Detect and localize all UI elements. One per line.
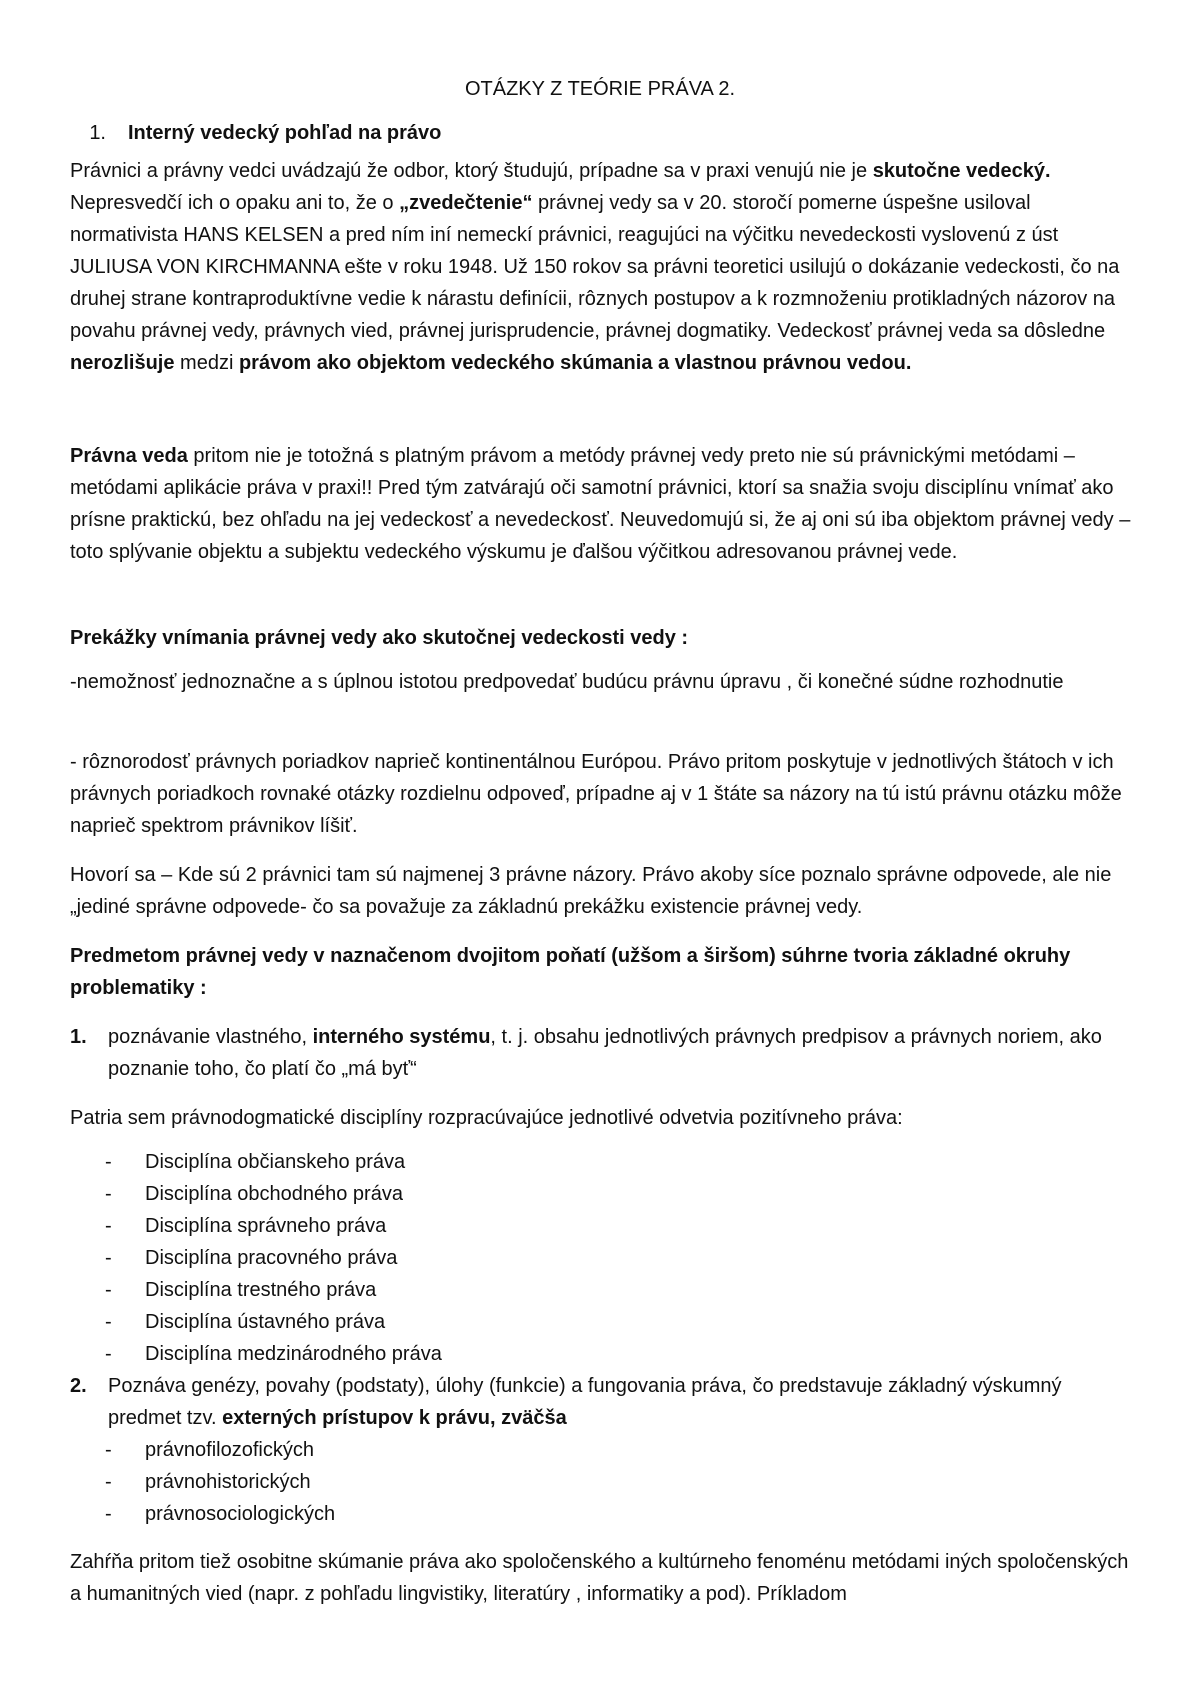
item-number: 1. [70, 1026, 87, 1048]
bold-span: nerozlišuje [70, 352, 175, 374]
dash-bullet: - [105, 1215, 112, 1237]
bold-span: externých prístupov k právu, zväčša [222, 1407, 567, 1429]
dash-bullet: - [105, 1439, 112, 1461]
section-heading-obstacles: Prekážky vnímania právnej vedy ako skutočnej vedeckosti vedy : [70, 627, 689, 649]
paragraph-4: - rôznorodosť právnych poriadkov naprieč kontinentálnou Európou. Právo pritom poskytuje v jednotlivých štátoch v ich právnych poriadkoch rovnaké otázky rozdielnu odpoveď, prípadne aj v 1 štáte sa názory na tú istú právnu otázku môže naprieč spektrom právnikov líšiť. [70, 751, 1122, 837]
question-heading: Interný vedecký pohľad na právo [128, 122, 442, 144]
bold-span: skutočne vedecký. [872, 160, 1051, 182]
text-span: , t. j. obsahu jednotlivých právnych predpisov a právnych noriem, ako poznanie toho, čo platí čo „má byť“ [108, 1026, 1102, 1080]
paragraph-7: Zahŕňa pritom tiež osobitne skúmanie práva ako spoločenského a kultúrneho fenoménu metódami iných spoločenských a humanitných vied (napr. z pohľadu lingvistiky, literatúry , informatiky a pod). Príkladom [70, 1551, 1129, 1605]
paragraph-1 [70, 155, 1140, 379]
dash-bullet: - [105, 1247, 112, 1269]
dash-bullet: - [105, 1503, 112, 1525]
section-heading-subject: Predmetom právnej vedy v naznačenom dvojitom poňatí (užšom a širšom) súhrne tvoria základné okruhy problematiky : [70, 945, 1071, 999]
dash-bullet: - [105, 1151, 112, 1173]
list-item: právnosociologických [145, 1503, 336, 1525]
list-item: Disciplína trestného práva [145, 1279, 377, 1301]
list-item: právnofilozofických [145, 1439, 314, 1461]
text-span: právnej vedy sa v 20. storočí pomerne úspešne usiloval normativista HANS KELSEN a pred ním iní nemeckí právnici, reagujúci na výčitku nevedeckosti vyslovenú z úst JULIUSA VON KIRCHMANNA ešte v roku 1948. Už 150 rokov sa právni teoretici usilujú o dokázanie vedeckosti, čo na druhej strane kontraproduktívne vedie k nárastu definícii, rôznych postupov a k rozmnoženiu protikladných názorov na povahu právnej vedy, právnych vied, právnej jurisprudencie, právnej dogmatiky. Vedeckosť právnej veda sa dôsledne [70, 192, 1120, 342]
list-item: Disciplína správneho práva [145, 1215, 387, 1237]
item-number: 2. [70, 1375, 87, 1397]
ordered-item-1 [70, 1021, 1140, 1085]
question-number: 1. [89, 122, 106, 144]
list-item: Disciplína pracovného práva [145, 1247, 398, 1269]
text-span: poznávanie vlastného, [108, 1026, 313, 1048]
paragraph-5: Hovorí sa – Kde sú 2 právnici tam sú najmenej 3 právne názory. Právo akoby síce poznalo správne odpovede, ale nie „jediné správne odpovede- čo sa považuje za základnú prekážku existencie právnej vedy. [70, 864, 1112, 918]
paragraph-2 [70, 440, 1140, 568]
bold-span: interného systému [312, 1026, 491, 1048]
paragraph-3: -nemožnosť jednoznačne a s úplnou istotou predpovedať budúcu právnu úpravu , či konečné súdne rozhodnutie [70, 671, 1064, 693]
document-title: OTÁZKY Z TEÓRIE PRÁVA 2. [464, 78, 736, 100]
text-span: pritom nie je totožná s platným právom a metódy právnej vedy preto nie sú právnickými metódami – metódami aplikácie práva v praxi!! Pred tým zatvárajú oči samotní právnici, ktorí sa snažia svoju disciplínu vnímať ako prísne praktickú, bez ohľadu na jej vedeckosť a nevedeckosť. Neuvedomujú si, že aj oni sú iba objektom právnej vedy – toto splývanie objektu a subjektu vedeckého výskumu je ďalšou výčitkou adresovanou právnej vede. [70, 445, 1131, 563]
bold-span: právom ako objektom vedeckého skúmania a vlastnou právnou vedou. [238, 352, 912, 374]
list-item: Disciplína občianskeho práva [145, 1151, 406, 1173]
bold-span: Právna veda [70, 445, 188, 467]
text-span: Právnici a právny vedci uvádzajú že odbor, ktorý študujú, prípadne sa v praxi venujú nie je [70, 160, 873, 182]
paragraph-6: Patria sem právnodogmatické disciplíny rozpracúvajúce jednotlivé odvetvia pozitívneho práva: [70, 1107, 903, 1129]
text-span: medzi [174, 352, 239, 374]
bold-span: „zvedečtenie“ [399, 192, 533, 214]
dash-bullet: - [105, 1279, 112, 1301]
text-span: Poznáva genézy, povahy (podstaty), úlohy (funkcie) a fungovania práva, čo predstavuje základný výskumný predmet tzv. [108, 1375, 1062, 1429]
dash-bullet: - [105, 1183, 112, 1205]
list-item: Disciplína ústavného práva [145, 1311, 386, 1333]
text-span: Nepresvedčí ich o opaku ani to, že o [70, 192, 400, 214]
dash-bullet: - [105, 1311, 112, 1333]
dash-bullet: - [105, 1343, 112, 1365]
list-item: právnohistorických [145, 1471, 311, 1493]
ordered-item-2 [70, 1370, 1140, 1434]
dash-bullet: - [105, 1471, 112, 1493]
list-item: Disciplína obchodného práva [145, 1183, 403, 1205]
list-item: Disciplína medzinárodného práva [145, 1343, 442, 1365]
